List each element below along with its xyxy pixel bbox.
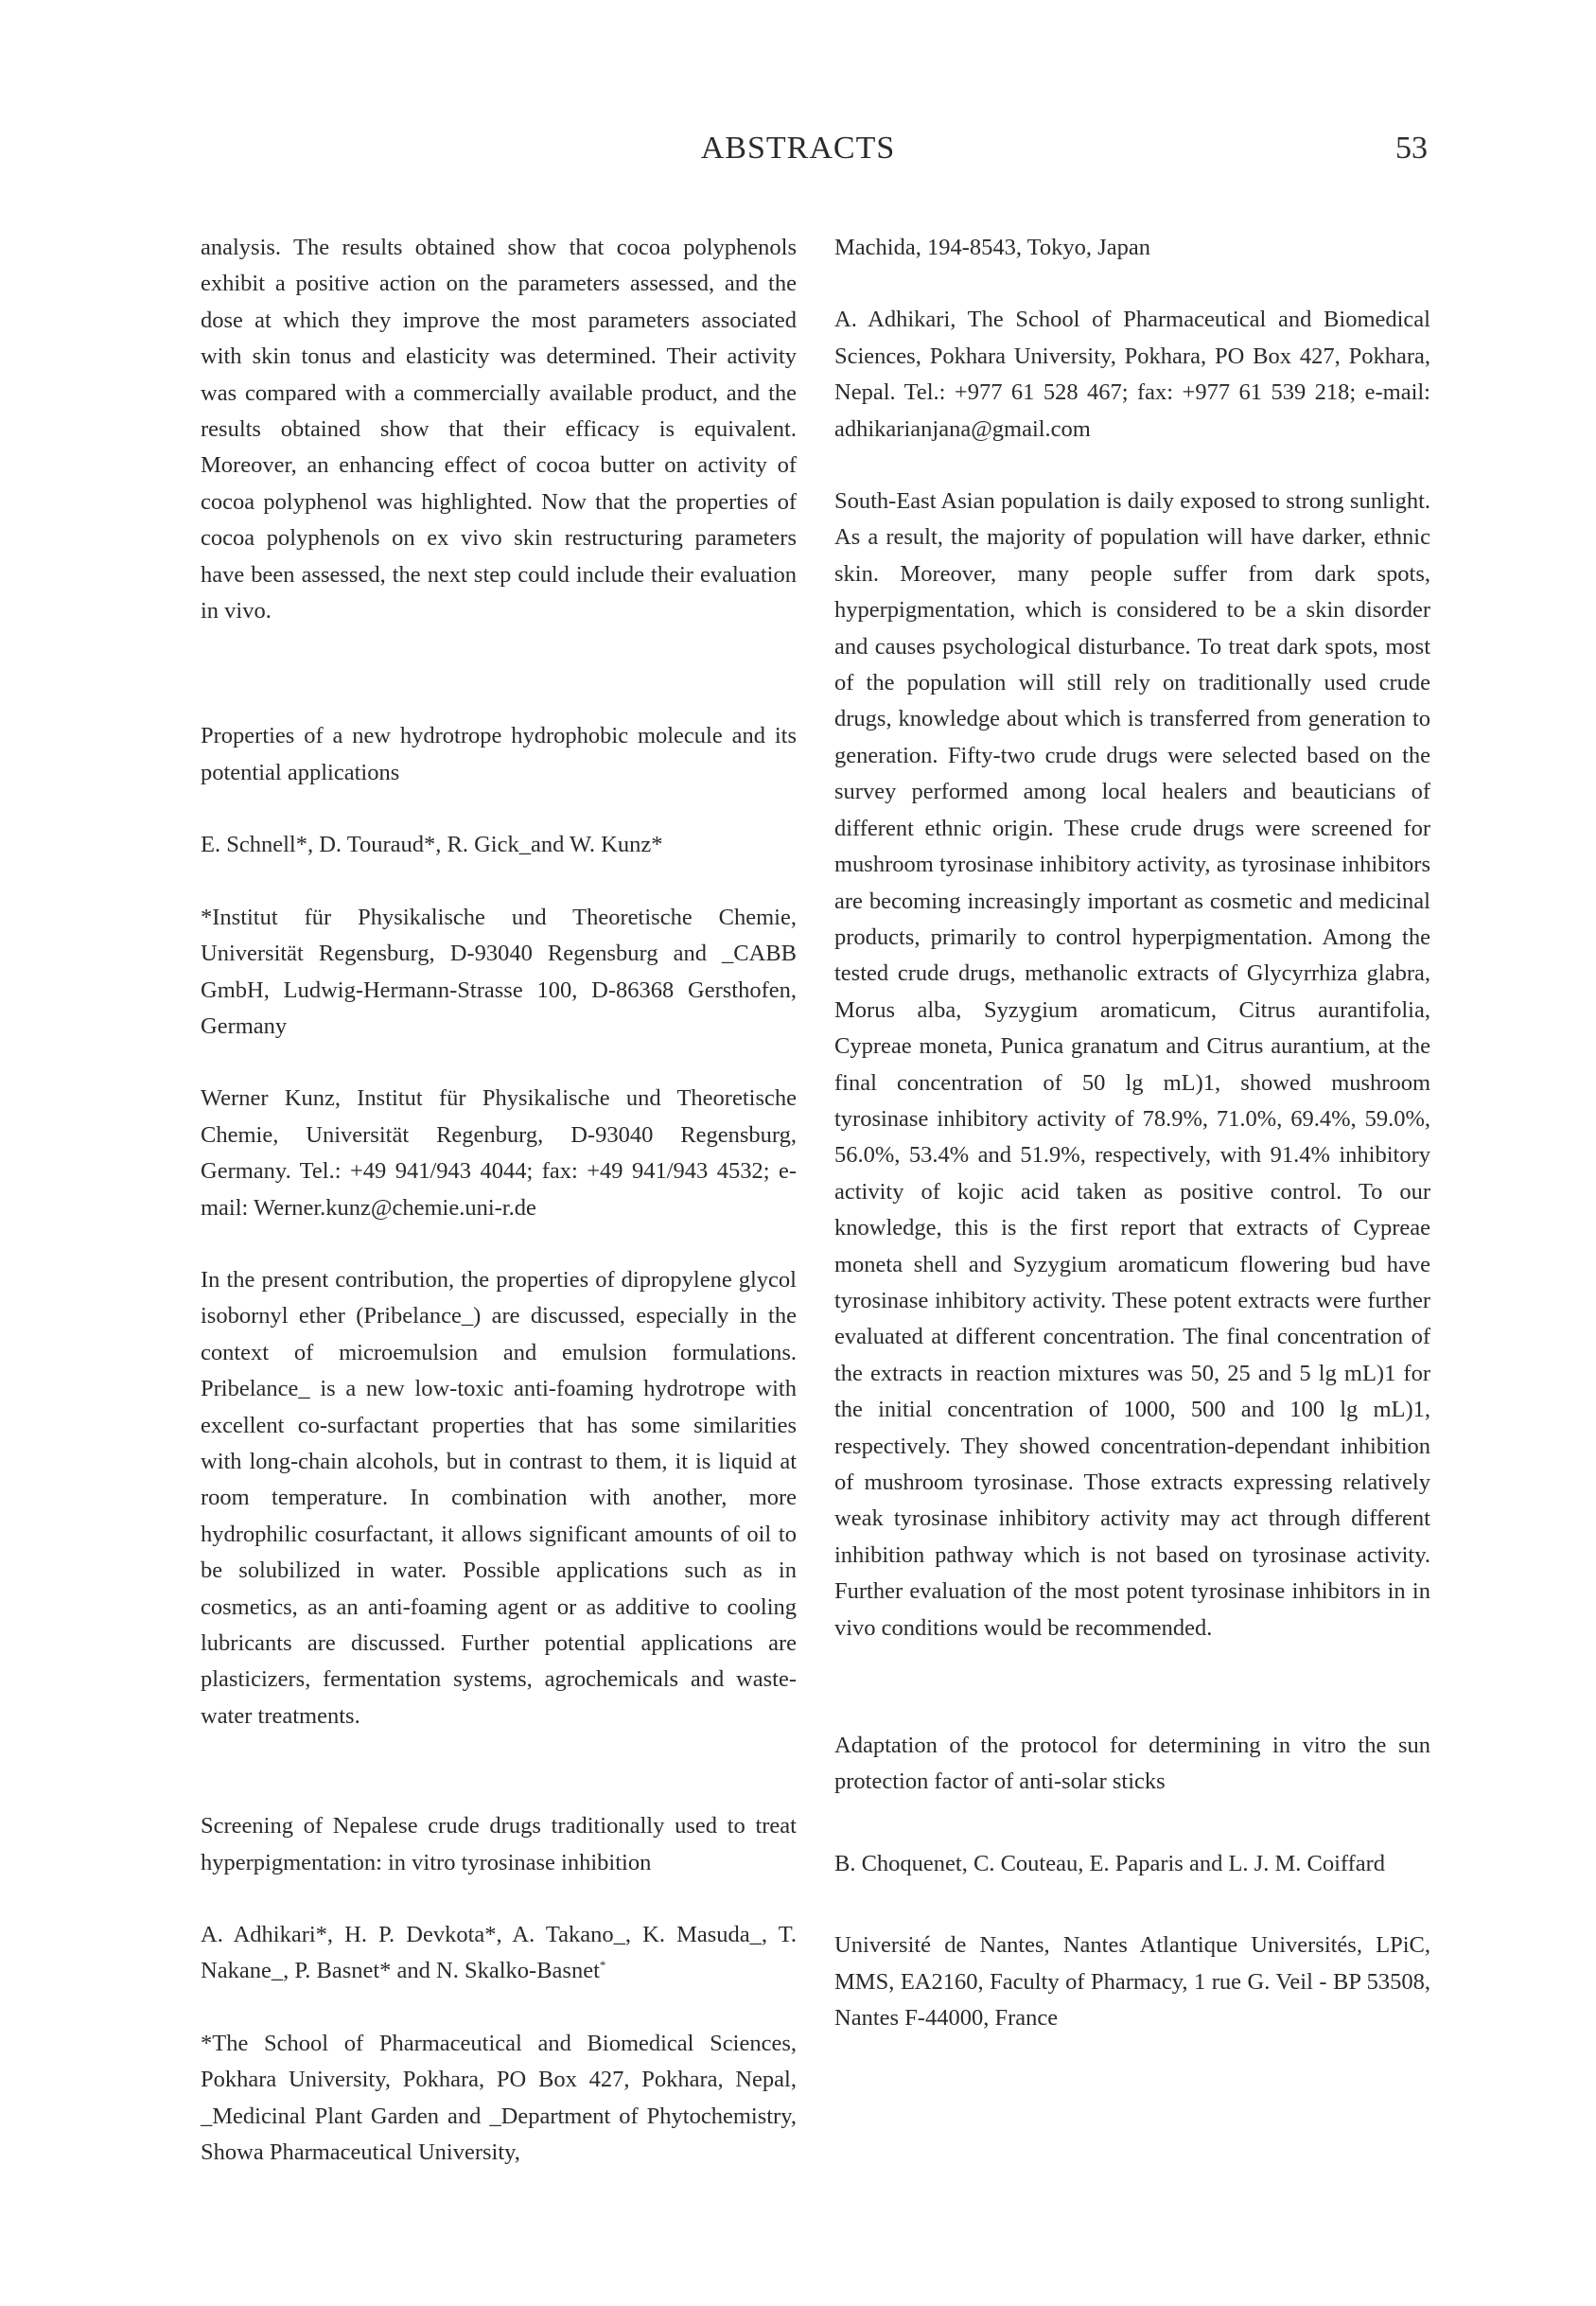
abstract-title: Screening of Nepalese crude drugs traditionally used to treat hyperpigmentation: in vitro tyrosinase inhibition xyxy=(201,1813,797,1875)
abstract-body: South-East Asian population is daily exposed to strong sunlight. As a result, the majority of population will have darker, ethnic skin. Moreover, many people suffer from dark spots, hyperpigmentation, which is considered to be a skin disorder and causes psychological disturbance. To treat dark spots, most of the population will still rely on traditionally used crude drugs, knowledge about which is transferred from generation to generation. Fifty-two crude drugs were selected based on the survey performed among local healers and beauticians of different ethnic origin. These crude drugs were screened for mushroom tyrosinase inhibitory activity, as tyrosinase inhibitors are becoming increasingly important as cosmetic and medicinal products, primarily to control hyperpigmentation. Among the tested crude drugs, methanolic extracts of Glycyrrhiza glabra, Morus alba, Syzygium aromaticum, Citrus aurantifolia, Cypreae moneta, Punica granatum and Citrus aurantium, at the final concentration of 50 lg mL)1, showed mushroom tyrosinase inhibitory activity of 78.9%, 71.0%, 69.4%, 59.0%, 56.0%, 53.4% and 51.9%, respectively, with 91.4% inhibitory activity of kojic acid taken as positive control. To our knowledge, this is the first report that extracts of Cypreae moneta shell and Syzygium aromaticum flowering bud have tyrosinase inhibitory activity. These potent extracts were further evaluated at different concentration. The final concentration of the extracts in reaction mixtures was 50, 25 and 5 lg mL)1 for the initial concentration of 1000, 500 and 100 lg mL)1, respectively. They showed concentration-dependant inhibition of mushroom tyrosinase. Those extracts expressing relatively weak tyrosinase inhibitory activity may act through different inhibition pathway which is not based on tyrosinase activity. Further evaluation of the most potent tyrosinase inhibitors in in vivo conditions would be recommended. xyxy=(834,488,1430,1641)
abstract-authors xyxy=(201,1917,797,1990)
page-number: 53 xyxy=(1395,131,1428,166)
abstract-title: Properties of a new hydrotrope hydrophobic molecule and its potential applications xyxy=(201,723,797,785)
abstract-title: Adaptation of the protocol for determining in vitro the sun protection factor of anti-solar sticks xyxy=(834,1733,1430,1795)
abstract-hydrotrope xyxy=(201,718,797,1734)
abstract-affiliation: Université de Nantes, Nantes Atlantique Universités, LPiC, MMS, EA2160, Faculty of Pharmacy, 1 rue G. Veil - BP 53508, Nantes F-44000, France xyxy=(834,1932,1430,2032)
running-head xyxy=(0,131,1596,176)
abstract-affiliation: *The School of Pharmaceutical and Biomedical Sciences, Pokhara University, Pokhara, PO Box 427, Pokhara, Nepal, _Medicinal Plant Garden and _Department of Phytochemistry, Showa Pharmaceutical University, xyxy=(201,2030,797,2166)
abstract-authors: E. Schnell*, D. Touraud*, R. Gick_and W. Kunz* xyxy=(201,832,663,858)
running-title: ABSTRACTS xyxy=(700,131,896,166)
authors-footnote-mark: * xyxy=(599,1958,606,1973)
abstract-body: In the present contribution, the properties of dipropylene glycol isobornyl ether (Pribelance_) are discussed, especially in the context of microemulsion and emulsion formulations. Pribelance_ is a new low-toxic anti-foaming hydrotrope with excellent co-surfactant properties that has some similarities with long-chain alcohols, but in contrast to them, it is liquid at room temperature. In combination with another, more hydrophilic cosurfactant, it allows significant amounts of oil to be solubilized in water. Possible applications such as in cosmetics, as an anti-foaming agent or as additive to cooling lubricants are discussed. Further potential applications are plasticizers, fermentation systems, agrochemicals and waste-water treatments. xyxy=(201,1266,797,1729)
authors-text: A. Adhikari*, H. P. Devkota*, A. Takano_, K. Masuda_, T. Nakane_, P. Basnet* and N. Skalko-Basnet xyxy=(201,1922,797,1984)
abstract-correspondence: A. Adhikari, The School of Pharmaceutical and Biomedical Sciences, Pokhara University, Pokhara, PO Box 427, Pokhara, Nepal. Tel.: +977 61 528 467; fax: +977 61 539 218; e-mail: adhikarianjana@gmail.com xyxy=(834,307,1430,442)
abstract-authors: B. Choquenet, C. Couteau, E. Paparis and L. J. M. Coiffard xyxy=(834,1850,1386,1876)
abstract-nepalese xyxy=(201,1808,797,2171)
abstract-affiliation: *Institut für Physikalische und Theoretische Chemie, Universität Regensburg, D-93040 Regensburg and _CABB GmbH, Ludwig-Hermann-Strasse 100, D-86368 Gersthofen, Germany xyxy=(201,904,797,1039)
affiliation-continuation: Machida, 194-8543, Tokyo, Japan xyxy=(834,235,1150,260)
abstract-correspondence: Werner Kunz, Institut für Physikalische und Theoretische Chemie, Universität Regenburg, D-93040 Regensburg, Germany. Tel.: +49 941/943 4044; fax: +49 941/943 4532; e-mail: Werner.kunz@chemie.uni-r.de xyxy=(201,1085,797,1221)
continuation-paragraph: analysis. The results obtained show that cocoa polyphenols exhibit a positive action on the parameters assessed, and the dose at which they improve the most parameters associated with skin tonus and elasticity was determined. Their activity was compared with a commercially available product, and the results obtained show that their efficacy is equivalent. Moreover, an enhancing effect of cocoa butter on activity of cocoa polyphenol was highlighted. Now that the properties of cocoa polyphenols on ex vivo skin restructuring parameters have been assessed, the next step could include their evaluation in vivo. xyxy=(201,235,797,625)
abstract-spf xyxy=(834,1728,1430,2036)
left-column xyxy=(201,230,797,2171)
right-column xyxy=(834,230,1430,2036)
